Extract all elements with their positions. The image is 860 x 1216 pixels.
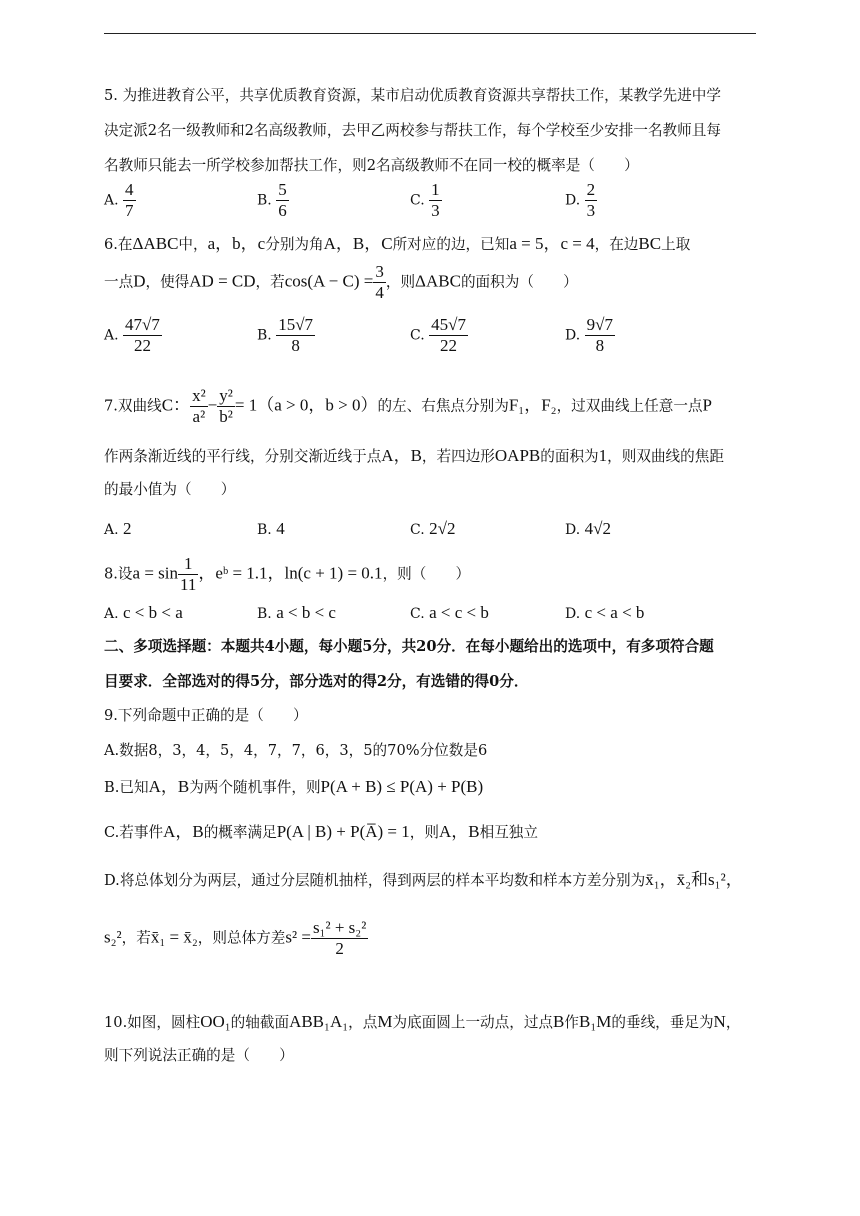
- fraction: $\frac{4}{7}$: [125, 180, 134, 220]
- q9-option-d-line2: s₂²，若x̄₁ = x̄₂，则总体方差s² = $\frac{\text{s₁² + s₂²}}{2}$: [104, 918, 367, 958]
- fraction: $\frac{15√7}{8}$: [278, 315, 314, 355]
- q10-line1: 10.如图，圆柱OO₁的轴截面ABB₁A₁，点M为底面圆上一动点，过点B作B₁M的垂线，垂足为N，: [104, 1012, 741, 1031]
- q9-option-c[interactable]: C.若事件A，B的概率满足P(A | B) + P(A̅) = 1，则A，B相互独立: [104, 822, 538, 841]
- section2-line1: 二、多项选择题：本题共4小题，每小题5分，共20分．在每小题给出的选项中，有多项符合题: [104, 638, 714, 655]
- q5-line2: 决定派2名一级教师和2名高级教师，去甲乙两校参与帮扶工作，每个学校至少安排一名教师且每: [104, 122, 721, 139]
- fraction: $\frac{3}{4}$: [375, 262, 384, 302]
- q6-option-c[interactable]: C. $\frac{45√7}{22}$: [410, 315, 466, 355]
- q5-line3: 名教师只能去一所学校参加帮扶工作，则2名高级教师不在同一校的概率是（ ）: [104, 157, 639, 174]
- q8-option-b[interactable]: B. a < b < c: [257, 603, 336, 622]
- q6-option-a[interactable]: A. $\frac{47√7}{22}$: [104, 315, 160, 355]
- fraction: $\frac{\text{y²}}{\text{b²}}$: [219, 386, 233, 426]
- q7-option-c[interactable]: C. 2√2: [410, 519, 456, 538]
- q8-option-a[interactable]: A. c < b < a: [104, 603, 183, 622]
- q7-option-d[interactable]: D. 4√2: [565, 519, 611, 538]
- q6-option-b[interactable]: B. $\frac{15√7}{8}$: [257, 315, 314, 355]
- option-letter: D.: [565, 192, 581, 209]
- option-letter: A.: [104, 192, 119, 209]
- q5-option-b[interactable]: [257, 180, 289, 221]
- q10-line2: 则下列说法正确的是（ ）: [104, 1047, 294, 1064]
- q6-option-d[interactable]: D. $\frac{9√7}{8}$: [565, 315, 613, 355]
- q8-line: 8.设a = sin $\frac{1}{11}$ ，eᵇ = 1.1，ln(c + 1) = 0.1，则（ ）: [104, 554, 471, 594]
- q8-option-c[interactable]: C. a < c < b: [410, 603, 489, 622]
- option-letter: B.: [257, 192, 272, 209]
- header-rule: [104, 33, 756, 34]
- fraction: $\frac{9√7}{8}$: [586, 315, 613, 355]
- fraction: $\frac{47√7}{22}$: [125, 315, 160, 355]
- q9-option-a[interactable]: A.数据8，3，4，5，4，7，7，6，3，5的70%分位数是6: [104, 742, 488, 759]
- q7-option-a[interactable]: A. 2: [104, 519, 132, 538]
- fraction: $\frac{\text{s₁² + s₂²}}{2}$: [312, 918, 367, 958]
- q5-option-c[interactable]: [410, 180, 442, 221]
- section2-line2: 目要求．全部选对的得5分，部分选对的得2分，有选错的得0分．: [104, 673, 529, 690]
- q9-option-b[interactable]: B.已知A，B为两个随机事件，则P(A + B) ≤ P(A) + P(B): [104, 777, 484, 796]
- q5-option-a[interactable]: [104, 180, 136, 221]
- option-letter: C.: [410, 192, 425, 209]
- fraction: $\frac{5}{6}$: [278, 180, 287, 220]
- fraction: $\frac{1}{3}$: [431, 180, 440, 220]
- q5-option-d[interactable]: [565, 180, 597, 221]
- fraction: $\frac{\text{x²}}{\text{a²}}$: [192, 386, 206, 426]
- q8-option-d[interactable]: D. c < a < b: [565, 603, 645, 622]
- q7-line3: 的最小值为（ ）: [104, 481, 236, 498]
- q7-line2: 作两条渐近线的平行线，分别交渐近线于点A，B，若四边形OAPB的面积为1，则双曲线的焦距: [104, 446, 724, 465]
- q7-line1: 7.双曲线C： $\frac{\text{x²}}{\text{a²}}$ − $\frac{\text{y²}}{\text{b²}}$ = 1（a > 0，b > 0）的左、右焦点分别为F₁，F₂，过双曲线上任意一点P: [104, 386, 712, 426]
- q6-line1: 6.在ΔABC中，a，b，c分别为角A，B，C所对应的边，已知a = 5，c = 4，在边BC上取: [104, 234, 691, 253]
- fraction: $\frac{45√7}{22}$: [431, 315, 466, 355]
- q9-stem: 9.下列命题中正确的是（ ）: [104, 707, 308, 724]
- q6-line2: 一点D，使得AD = CD，若cos(A − C) = $\frac{3}{4}$ ，则ΔABC的面积为（ ）: [104, 262, 578, 302]
- q5-line1: 5. 为推进教育公平，共享优质教育资源，某市启动优质教育资源共享帮扶工作，某教学先进中学: [104, 87, 721, 104]
- q7-option-b[interactable]: B. 4: [257, 519, 285, 538]
- q9-option-d-line1[interactable]: D.将总体划分为两层，通过分层随机抽样，得到两层的样本平均数和样本方差分别为x̄₁，x̄₂和s₁²，: [104, 870, 743, 889]
- fraction: $\frac{2}{3}$: [586, 180, 596, 220]
- fraction: $\frac{1}{11}$: [180, 554, 197, 594]
